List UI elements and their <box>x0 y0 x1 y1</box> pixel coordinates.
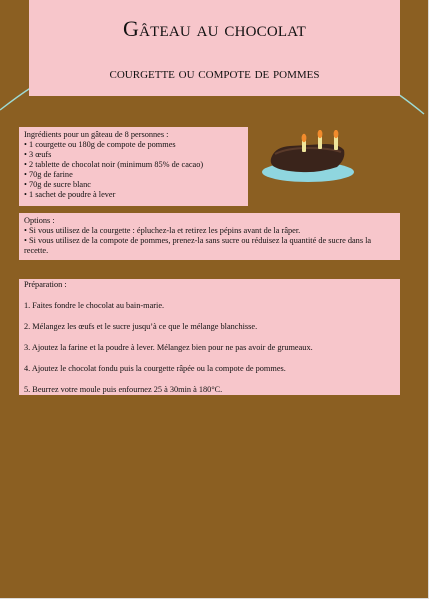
options-box <box>19 213 400 260</box>
preparation-step: 3. Ajoutez la farine et la poudre à lever. Mélangez bien pour ne pas avoir de grumeaux. <box>24 343 313 352</box>
page-title: Gâteau au chocolat <box>123 16 306 41</box>
ingredient-item: • 70g de sucre blanc <box>24 180 91 189</box>
preparation-step: 2. Mélangez les œufs et le sucre jusqu’à ce que le mélange blanchisse. <box>24 322 258 331</box>
ingredient-item: • 1 sachet de poudre à lever <box>24 190 116 199</box>
flame-middle-icon <box>318 130 323 138</box>
preparation-heading: Préparation : <box>24 280 67 289</box>
preparation-step: 4. Ajoutez le chocolat fondu puis la courgette râpée ou la compote de pommes. <box>24 364 286 373</box>
preparation-step: 5. Beurrez votre moule puis enfournez 25 à 30min à 180°C. <box>24 385 223 394</box>
flame-right-icon <box>334 130 339 138</box>
ingredient-item: • 70g de farine <box>24 170 73 179</box>
option-item: • Si vous utilisez de la courgette : épluchez-la et retirez les pépins avant de la râper. <box>24 226 301 235</box>
options-heading: Options : <box>24 216 55 225</box>
birthday-cake-icon <box>259 130 355 190</box>
ingredients-box <box>19 127 248 206</box>
option-item: • Si vous utilisez de la compote de pommes, prenez-la sans sucre ou réduisez la quantité de sucre dans la recette. <box>24 236 372 255</box>
ingredient-item: • 2 tablette de chocolat noir (minimum 85% de cacao) <box>24 160 204 169</box>
preparation-step: 1. Faites fondre le chocolat au bain-marie. <box>24 301 165 310</box>
ingredients-heading: Ingrédients pour un gâteau de 8 personnes : <box>24 130 169 139</box>
right-bunting-string-icon <box>398 94 424 114</box>
preparation-box <box>19 279 400 395</box>
page-subtitle: courgette ou compote de pommes <box>109 66 320 82</box>
ingredient-item: • 1 courgette ou 180g de compote de pommes <box>24 140 176 149</box>
title-card <box>29 0 400 96</box>
left-bunting-string-icon <box>0 87 32 110</box>
ingredient-item: • 3 œufs <box>24 150 52 159</box>
flame-left-icon <box>302 134 307 142</box>
